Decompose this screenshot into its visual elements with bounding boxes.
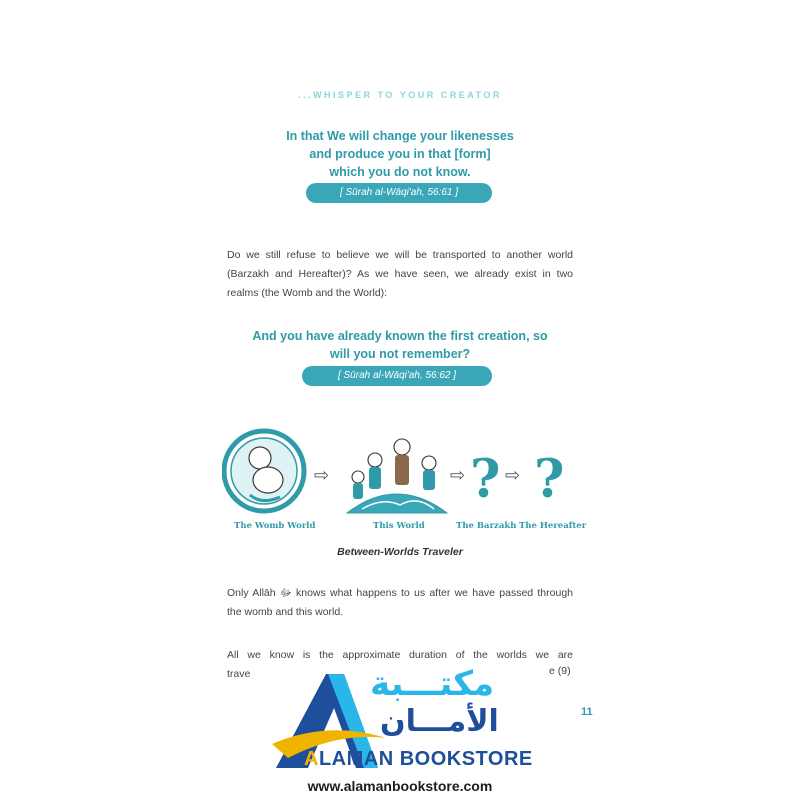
quran-verse-2 — [0, 327, 800, 363]
paragraph-line: trave — [227, 668, 251, 680]
verse-line: which you do not know. — [329, 165, 471, 179]
running-head: ...WHISPER TO YOUR CREATOR — [298, 90, 502, 100]
watermark-name-rest: LAMAN BOOKSTORE — [318, 748, 533, 770]
caption-this-world: This World — [373, 521, 425, 531]
watermark-store-name — [304, 748, 533, 771]
illustration-title: Between-Worlds Traveler — [337, 546, 463, 558]
arrow-icon: ⇨ — [314, 465, 330, 485]
page-number: 11 — [581, 706, 593, 718]
verse-line: And you have already known the first creation, so — [252, 329, 548, 343]
verse-reference-2: [ Sūrah al-Wāqi'ah, 56:62 ] — [302, 366, 492, 386]
verse-line: In that We will change your likenesses — [286, 129, 514, 143]
watermark-arabic-line-2: الأمـــان — [380, 704, 499, 739]
watermark-arabic-line-1: مكتـــبة — [370, 664, 495, 704]
verse-line: and produce you in that [form] — [309, 147, 491, 161]
question-mark-icon: ? — [534, 449, 565, 510]
paragraph-line-end: e (9) — [549, 665, 571, 677]
question-mark-icon: ? — [470, 449, 501, 510]
verse-line: will you not remember? — [329, 347, 471, 361]
watermark-url: www.alamanbookstore.com — [307, 778, 493, 794]
body-paragraph-1: Do we still refuse to believe we will be transported to another world (Barzakh and Hereafter)? As we have seen, we already exist in two realms (the Womb and the World): — [227, 249, 573, 299]
watermark-name-prefix: A — [304, 748, 319, 770]
caption-barzakh: The Barzakh — [456, 521, 517, 531]
verse-reference-1: [ Sūrah al-Wāqi'ah, 56:61 ] — [306, 183, 492, 203]
between-worlds-illustration — [222, 425, 582, 520]
body-paragraph-2: Only Allāh ﷻ knows what happens to us after we have passed through the womb and this world. — [227, 587, 573, 618]
arrow-icon: ⇨ — [450, 465, 466, 485]
paragraph-line: All we know is the approximate duration of the worlds we are — [227, 649, 573, 661]
caption-hereafter: The Hereafter — [519, 521, 587, 531]
caption-womb-world: The Womb World — [234, 521, 316, 531]
womb-icon — [224, 431, 304, 511]
quran-verse-1 — [0, 127, 800, 181]
world-icon — [347, 439, 447, 513]
arrow-icon: ⇨ — [505, 465, 521, 485]
